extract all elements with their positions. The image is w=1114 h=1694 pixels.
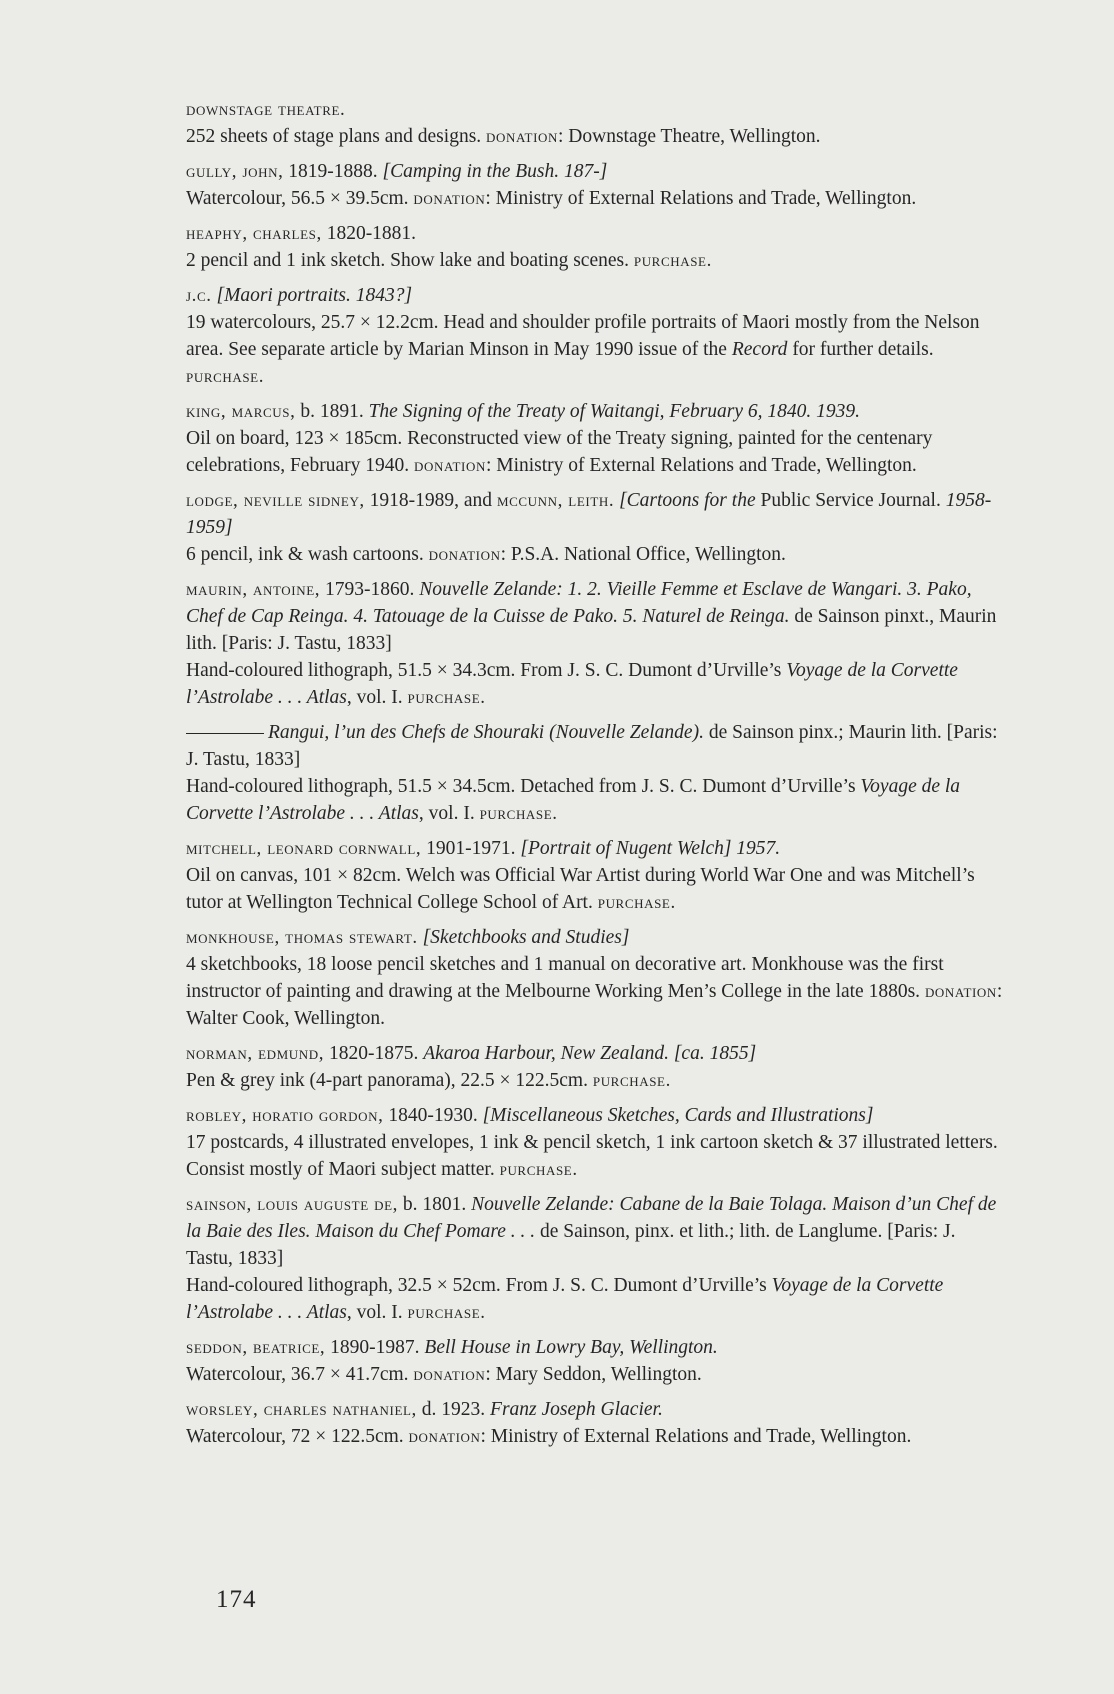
catalogue-entry <box>186 398 1004 479</box>
entry-heading <box>186 398 1004 425</box>
italic-title: [Maori portraits. 1843?] <box>216 285 413 306</box>
text-run: Hand-coloured lithograph, 51.5 × 34.5cm. Detached from J. S. C. Dumont d’Urville’s <box>186 776 861 797</box>
text-run: , vol. I. <box>346 687 408 708</box>
entry-heading <box>186 1102 1004 1129</box>
catalogue-entry <box>186 1191 1004 1326</box>
text-run: : Ministry of External Relations and Trade, Wellington. <box>480 1426 912 1447</box>
text-run: 1820-1881. <box>321 223 417 244</box>
text-run: Hand-coloured lithograph, 51.5 × 34.3cm. From J. S. C. Dumont d’Urville’s <box>186 660 787 681</box>
italic-title: [Camping in the Bush. 187-] <box>382 161 608 182</box>
small-caps-text: j.c. <box>186 285 212 306</box>
small-caps-text: purchase. <box>592 1070 671 1091</box>
italic-title: [Cartoons for the <box>619 490 756 511</box>
small-caps-text: norman, edmund, <box>186 1043 325 1064</box>
small-caps-text: worsley, charles nathaniel, <box>186 1399 417 1420</box>
catalogue-entry <box>186 924 1004 1032</box>
italic-title: Akaroa Harbour, New Zealand. [ca. 1855] <box>423 1043 757 1064</box>
entry-description <box>186 1067 1004 1094</box>
entry-heading <box>186 1334 1004 1361</box>
small-caps-text: purchase. <box>407 687 486 708</box>
small-caps-text: seddon, beatrice, <box>186 1337 326 1358</box>
text-run: 1820-1875. <box>324 1043 424 1064</box>
italic-title: Record <box>731 339 788 360</box>
entry-description <box>186 951 1004 1032</box>
small-caps-text: purchase. <box>633 250 712 271</box>
catalogue-entry <box>186 487 1004 568</box>
catalogue-entry <box>186 835 1004 916</box>
entry-heading <box>186 282 1004 309</box>
entry-description <box>186 1129 1004 1183</box>
entry-heading <box>186 576 1004 657</box>
italic-title: Rangui, l’un des Chefs de Shouraki (Nouvelle Zelande). <box>268 722 704 743</box>
catalogue-entry <box>186 158 1004 212</box>
text-run: Oil on canvas, 101 × 82cm. Welch was Official War Artist during World War One and was Mitchell’s tutor at Wellington Technical College School of Art. <box>186 865 975 913</box>
text-run: d. 1923. <box>416 1399 491 1420</box>
catalogue-entry <box>186 1102 1004 1183</box>
catalogue-entry <box>186 1040 1004 1094</box>
catalogue-entry <box>186 1396 1004 1450</box>
catalogue-entry <box>186 220 1004 274</box>
italic-title: [Sketchbooks and Studies] <box>422 927 630 948</box>
italic-title: Voyage de la Corvette l’Astrolabe . . . Atlas <box>186 1275 944 1323</box>
text-run: : P.S.A. National Office, Wellington. <box>500 544 786 565</box>
catalogue-entry <box>186 719 1004 827</box>
catalogue-entry <box>186 282 1004 390</box>
small-caps-text: donation <box>413 188 486 209</box>
small-caps-text: monkhouse, thomas stewart. <box>186 927 418 948</box>
small-caps-text: purchase. <box>407 1302 486 1323</box>
text-run: de Sainson pinx.; Maurin lith. [Paris: J. Tastu, 1833] <box>186 722 998 770</box>
text-run: 1890-1987. <box>325 1337 425 1358</box>
text-run: 252 sheets of stage plans and designs. <box>186 126 487 147</box>
small-caps-text: heaphy, charles, <box>186 223 322 244</box>
entry-description <box>186 1423 1004 1450</box>
italic-title: [Portrait of Nugent Welch] 1957. <box>520 838 781 859</box>
entry-heading <box>186 835 1004 862</box>
ditto-rule <box>186 733 264 734</box>
text-run: 1901-1971. <box>421 838 521 859</box>
text-run: de Sainson, pinx. et lith.; lith. de Langlume. [Paris: J. Tastu, 1833] <box>186 1221 956 1269</box>
entry-description <box>186 1272 1004 1326</box>
entry-heading <box>186 1396 1004 1423</box>
text-run: : Ministry of External Relations and Trade, Wellington. <box>485 455 917 476</box>
text-run: b. 1891. <box>295 401 369 422</box>
small-caps-text: gully, john, <box>186 161 284 182</box>
small-caps-text: purchase. <box>499 1159 578 1180</box>
text-run: Hand-coloured lithograph, 32.5 × 52cm. From J. S. C. Dumont d’Urville’s <box>186 1275 772 1296</box>
text-run: , vol. I. <box>346 1302 408 1323</box>
text-run: 1793-1860. <box>320 579 420 600</box>
small-caps-text: maurin, antoine, <box>186 579 321 600</box>
text-run: 1840-1930. <box>383 1105 483 1126</box>
entry-description <box>186 123 1004 150</box>
italic-title: The Signing of the Treaty of Waitangi, February 6, 1840. 1939. <box>368 401 861 422</box>
entry-description <box>186 247 1004 274</box>
text-run: Watercolour, 56.5 × 39.5cm. <box>186 188 414 209</box>
text-run: b. 1801. <box>397 1194 472 1215</box>
text-run: : Mary Seddon, Wellington. <box>485 1364 702 1385</box>
entry-heading <box>186 1191 1004 1272</box>
italic-title: Bell House in Lowry Bay, Wellington. <box>424 1337 718 1358</box>
entry-heading <box>186 719 1004 773</box>
entry-description <box>186 862 1004 916</box>
small-caps-text: sainson, louis auguste de, <box>186 1194 398 1215</box>
page-number: 174 <box>216 1586 257 1613</box>
italic-title: Voyage de la Corvette l’Astrolabe . . . Atlas <box>186 776 961 824</box>
catalogue-entry <box>186 96 1004 150</box>
italic-title: Franz Joseph Glacier. <box>490 1399 663 1420</box>
small-caps-text: robley, horatio gordon, <box>186 1105 384 1126</box>
entry-description <box>186 309 1004 390</box>
entry-description <box>186 541 1004 568</box>
text-run: 4 sketchbooks, 18 loose pencil sketches and 1 manual on decorative art. Monkhouse was the first instructor of painting and drawing at the Melbourne Working Men’s College in the late 1880s. <box>186 954 944 1002</box>
small-caps-text: king, marcus, <box>186 401 296 422</box>
entry-heading <box>186 220 1004 247</box>
small-caps-text: donation <box>413 1364 486 1385</box>
entry-description <box>186 657 1004 711</box>
italic-title: 1958-1959] <box>186 490 992 538</box>
entry-heading <box>186 924 1004 951</box>
italic-title: Voyage de la Corvette l’Astrolabe . . . Atlas <box>186 660 958 708</box>
small-caps-text: donation <box>924 981 997 1002</box>
text-run: 17 postcards, 4 illustrated envelopes, 1 ink & pencil sketch, 1 ink cartoon sketch & 37 illustrated letters. Consist mostly of Maori subject matter. <box>186 1132 998 1180</box>
entry-description <box>186 425 1004 479</box>
text-run: : Ministry of External Relations and Trade, Wellington. <box>485 188 917 209</box>
italic-title: Nouvelle Zelande: 1. 2. Vieille Femme et Esclave de Wangari. 3. Pako, Chef de Cap Reinga. 4. Tatouage de la Cuisse de Pako. 5. Naturel de Reinga. <box>186 579 972 627</box>
text-run: Watercolour, 36.7 × 41.7cm. <box>186 1364 414 1385</box>
entry-heading <box>186 158 1004 185</box>
small-caps-text: donation <box>413 455 486 476</box>
text-run: Public Service Journal. <box>755 490 946 511</box>
entry-description <box>186 773 1004 827</box>
small-caps-text: purchase. <box>186 366 265 387</box>
entry-description <box>186 1361 1004 1388</box>
text-run: Oil on board, 123 × 185cm. Reconstructed view of the Treaty signing, painted for the centenary celebrations, February 1940. <box>186 428 933 476</box>
small-caps-text: mitchell, leonard cornwall, <box>186 838 422 859</box>
text-run: : Downstage Theatre, Wellington. <box>558 126 821 147</box>
small-caps-text: donation <box>486 126 559 147</box>
italic-title: Nouvelle Zelande: Cabane de la Baie Tolaga. Maison d’un Chef de la Baie des Iles. Maison du Chef Pomare . . . <box>186 1194 997 1242</box>
small-caps-text: mccunn, leith. <box>496 490 615 511</box>
small-caps-text: purchase. <box>479 803 558 824</box>
catalogue-entry <box>186 576 1004 711</box>
text-run: de Sainson pinxt., Maurin lith. [Paris: J. Tastu, 1833] <box>186 606 997 654</box>
text-run: 1819-1888. <box>283 161 383 182</box>
text-run: Pen & grey ink (4-part panorama), 22.5 × 122.5cm. <box>186 1070 593 1091</box>
entry-description <box>186 185 1004 212</box>
small-caps-text: lodge, neville sidney, <box>186 490 365 511</box>
text-run: Watercolour, 72 × 122.5cm. <box>186 1426 409 1447</box>
small-caps-text: downstage theatre. <box>186 99 346 120</box>
text-run: 1918-1989, and <box>364 490 497 511</box>
text-run: for further details. <box>787 339 934 360</box>
text-run: 2 pencil and 1 ink sketch. Show lake and boating scenes. <box>186 250 634 271</box>
small-caps-text: donation <box>428 544 501 565</box>
text-run: : Walter Cook, Wellington. <box>186 981 1003 1029</box>
small-caps-text: purchase. <box>597 892 676 913</box>
text-run: , vol. I. <box>418 803 480 824</box>
entry-heading <box>186 1040 1004 1067</box>
small-caps-text: donation <box>408 1426 481 1447</box>
italic-title: [Miscellaneous Sketches, Cards and Illustrations] <box>482 1105 874 1126</box>
text-run: 19 watercolours, 25.7 × 12.2cm. Head and shoulder profile portraits of Maori mostly from the Nelson area. See separate article by Marian Minson in May 1990 issue of the <box>186 312 980 360</box>
entry-heading <box>186 96 1004 123</box>
catalogue-entry <box>186 1334 1004 1388</box>
text-run: 6 pencil, ink & wash cartoons. <box>186 544 429 565</box>
accessions-list <box>186 96 1004 1458</box>
entry-heading <box>186 487 1004 541</box>
